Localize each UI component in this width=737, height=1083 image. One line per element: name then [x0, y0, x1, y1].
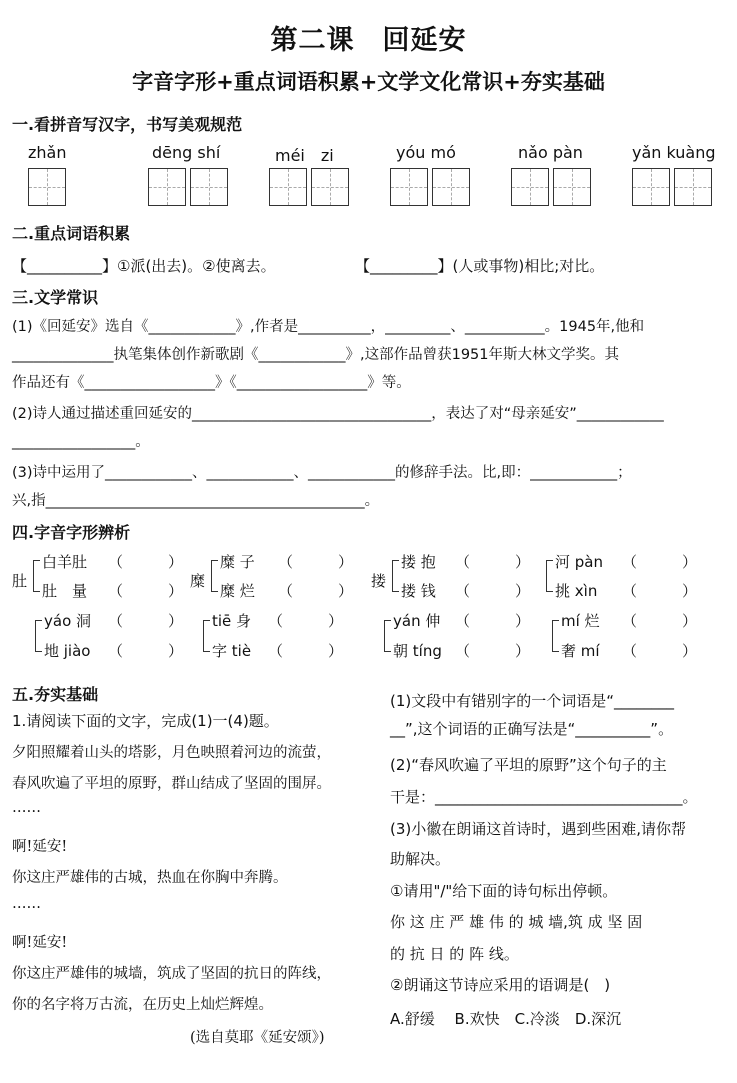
answer-paren[interactable]: （ ）: [622, 642, 698, 660]
pinyin-2: dēng shí: [152, 143, 221, 162]
literature-line-7: 兴,指____________________________________________。: [12, 493, 380, 509]
pinyin-3: méi zi: [275, 146, 334, 165]
right-question-line: ②朗诵这节诗应采用的语调是( ): [390, 976, 611, 994]
char-item: 地 jiào: [44, 642, 91, 660]
char-item: tiē 身: [212, 612, 252, 630]
char-item: mí 烂: [561, 612, 600, 630]
char-item: yán 伸: [393, 612, 441, 630]
answer-paren[interactable]: （ ）: [108, 582, 184, 600]
section-4-heading: 四.字音字形辨析: [12, 523, 131, 542]
right-question-line: 的 抗 日 的 阵 线。: [390, 945, 519, 963]
literature-line-6: (3)诗中运用了____________、____________、____________的修辞手法。比,即：____________；: [12, 465, 632, 481]
literature-line-3: 作品还有《__________________》《__________________》等。: [12, 375, 411, 391]
writing-box[interactable]: [190, 168, 228, 206]
literature-line-1: (1)《回延安》选自《____________》,作者是__________，_________、___________。1945年,他和: [12, 319, 645, 335]
bracket: [546, 560, 553, 592]
writing-box[interactable]: [148, 168, 186, 206]
literature-line-4: (2)诗人通过描述重回延安的_________________________________，表达了对“母亲延安”____________: [12, 406, 664, 422]
right-question-line: 你 这 庄 严 雄 伟 的 城 墙,筑 成 坚 固: [390, 913, 643, 931]
answer-paren[interactable]: （ ）: [455, 553, 531, 571]
answer-paren[interactable]: （ ）: [278, 582, 354, 600]
bracket: [33, 560, 40, 592]
answer-paren[interactable]: （ ）: [108, 553, 184, 571]
page-subtitle: 字音字形+重点词语积累+文学文化常识+夯实基础: [132, 70, 605, 94]
char-item: 字 tiè: [212, 642, 252, 660]
bracket: [392, 560, 399, 592]
char-item: 河 pàn: [555, 553, 603, 571]
poem-line: ……: [12, 896, 41, 912]
char-head: 搂: [371, 572, 387, 590]
section-1-heading: 一.看拼音写汉字，书写美观规范: [12, 115, 243, 134]
bracket: [384, 620, 391, 652]
question-prompt: 1.请阅读下面的文字，完成(1)一(4)题。: [12, 712, 279, 730]
answer-paren[interactable]: （ ）: [278, 553, 354, 571]
right-question-line: (3)小徽在朗诵这首诗时，遇到些困难,请你帮: [390, 820, 687, 838]
poem-line: ……: [12, 800, 41, 816]
poem-line: 啊!延安!: [12, 839, 68, 855]
literature-line-5: _________________。: [12, 434, 150, 450]
answer-paren[interactable]: （ ）: [622, 553, 698, 571]
answer-paren[interactable]: （ ）: [108, 612, 184, 630]
char-item: 白羊肚: [42, 553, 88, 571]
pinyin-6: yǎn kuàng: [632, 143, 716, 162]
right-question-line: 助解决。: [390, 850, 451, 868]
poem-line: 你这庄严雄伟的城墙，筑成了坚固的抗日的阵线，: [12, 966, 331, 982]
vocab-item-1: 【__________】①派(出去)。②使离去。: [12, 257, 276, 275]
section-5-heading: 五.夯实基础: [12, 685, 99, 704]
bracket: [552, 620, 559, 652]
answer-paren[interactable]: （ ）: [455, 582, 531, 600]
poem-line: 你这庄严雄伟的古城，热血在你胸中奔腾。: [12, 870, 288, 886]
writing-box[interactable]: [674, 168, 712, 206]
writing-box[interactable]: [432, 168, 470, 206]
answer-options: A.舒缓 B.欢快 C.冷淡 D.深沉: [390, 1010, 622, 1028]
bracket: [211, 560, 218, 592]
right-question-line: 干是：_________________________________。: [390, 788, 698, 806]
poem-source: (选自莫耶《延安颂》): [190, 1030, 325, 1046]
literature-line-2: ______________执笔集体创作新歌剧《____________》,这部作品曾获1951年斯大林文学奖。其: [12, 347, 620, 363]
char-item: 肚 量: [42, 582, 88, 600]
char-item: 奢 mí: [561, 642, 600, 660]
poem-line: 你的名字将万古流，在历史上灿烂辉煌。: [12, 997, 273, 1013]
pinyin-5: nǎo pàn: [518, 143, 583, 162]
pinyin-1: zhǎn: [28, 143, 67, 162]
char-item: 搂 抱: [401, 553, 436, 571]
answer-paren[interactable]: （ ）: [268, 612, 344, 630]
right-question-line: (1)文段中有错别字的一个词语是“________: [390, 692, 675, 710]
poem-line: 啊!延安!: [12, 935, 68, 951]
char-head: 糜: [190, 572, 206, 590]
bracket: [203, 620, 210, 652]
poem-line: 春风吹遍了平坦的原野，群山结成了坚固的围屏。: [12, 776, 331, 792]
writing-box[interactable]: [311, 168, 349, 206]
char-head: 肚: [12, 572, 28, 590]
right-question-line: __”,这个词语的正确写法是“__________”。: [390, 720, 674, 738]
writing-box[interactable]: [632, 168, 670, 206]
char-item: 朝 tíng: [393, 642, 442, 660]
right-question-line: (2)“春风吹遍了平坦的原野”这个句子的主: [390, 756, 667, 774]
writing-box[interactable]: [269, 168, 307, 206]
char-item: 糜 烂: [220, 582, 255, 600]
answer-paren[interactable]: （ ）: [455, 612, 531, 630]
section-3-heading: 三.文学常识: [12, 288, 99, 307]
char-item: 糜 子: [220, 553, 255, 571]
vocab-item-2: 【_________】(人或事物)相比;对比。: [355, 257, 605, 275]
answer-paren[interactable]: （ ）: [455, 642, 531, 660]
bracket: [35, 620, 42, 652]
writing-box[interactable]: [511, 168, 549, 206]
char-item: 挑 xìn: [555, 582, 598, 600]
answer-paren[interactable]: （ ）: [622, 582, 698, 600]
page-title: 第二课 回延安: [270, 25, 467, 56]
char-item: yáo 洞: [44, 612, 92, 630]
answer-paren[interactable]: （ ）: [268, 642, 344, 660]
right-question-line: ①请用"/"给下面的诗句标出停顿。: [390, 882, 618, 900]
pinyin-4: yóu mó: [396, 143, 456, 162]
char-item: 搂 钱: [401, 582, 436, 600]
answer-paren[interactable]: （ ）: [108, 642, 184, 660]
writing-box[interactable]: [28, 168, 66, 206]
poem-line: 夕阳照耀着山头的塔影，月色映照着河边的流萤，: [12, 745, 331, 761]
section-2-heading: 二.重点词语积累: [12, 224, 131, 243]
writing-box[interactable]: [553, 168, 591, 206]
writing-box[interactable]: [390, 168, 428, 206]
answer-paren[interactable]: （ ）: [622, 612, 698, 630]
